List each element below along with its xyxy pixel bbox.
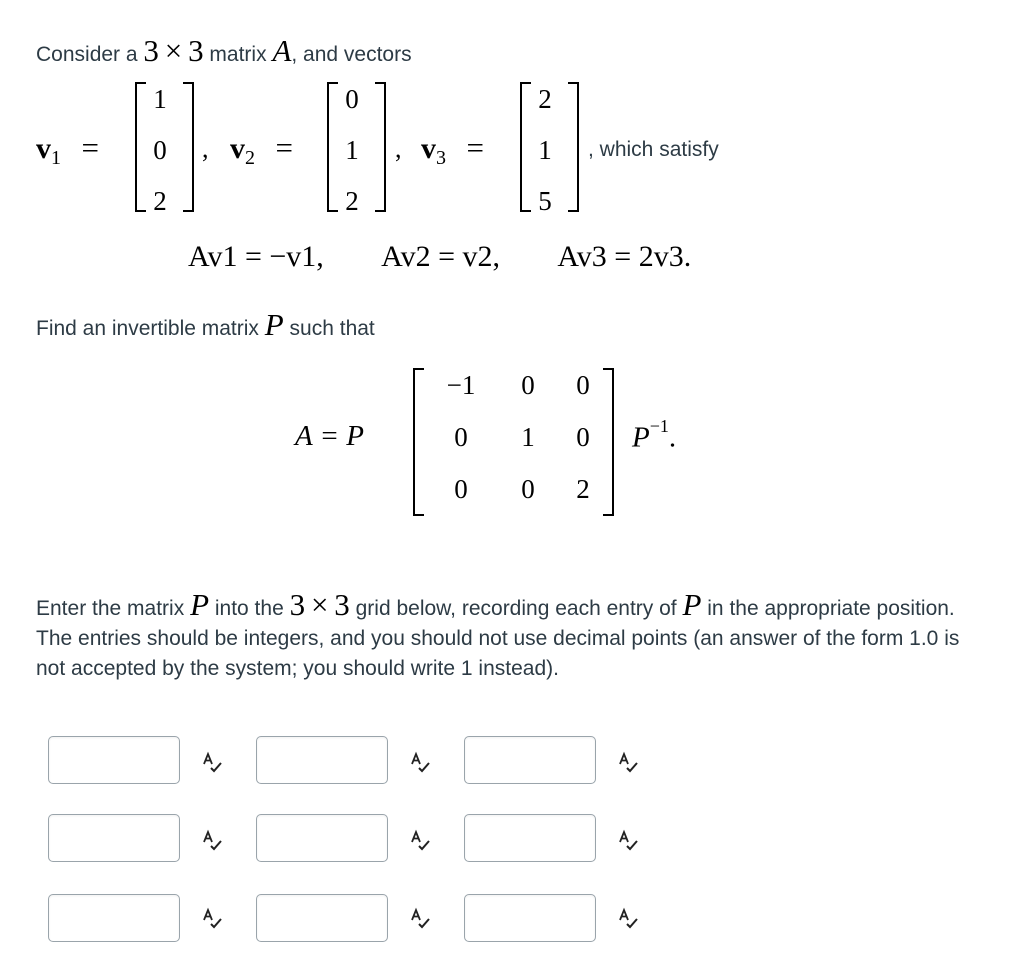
v2-entry: 2 [345, 186, 359, 216]
spellcheck-icon[interactable] [200, 906, 224, 930]
matrix-a-symbol: A [272, 33, 292, 68]
v3-right-bracket [568, 82, 579, 212]
diag-entry: 0 [576, 370, 590, 400]
v1-label: $v_1$ = [36, 130, 99, 169]
answer-input-r2c1[interactable] [48, 814, 180, 862]
dim-3a: 3 [143, 33, 159, 68]
comma: , [202, 134, 209, 163]
instr-text-1: Enter the matrix [36, 597, 185, 620]
find-text-1: Find an invertible matrix [36, 317, 259, 340]
find-line [36, 307, 375, 344]
diag-right-bracket [603, 368, 614, 516]
v2-label: $v_2$ = [230, 130, 293, 169]
v1-right-bracket [183, 82, 194, 212]
v1-entry: 2 [153, 186, 167, 216]
spellcheck-icon[interactable] [200, 828, 224, 852]
spellcheck-icon[interactable] [616, 828, 640, 852]
matrix-p-symbol: P [682, 587, 702, 622]
dim-3b: 3 [188, 33, 204, 68]
equation-1: Av1 = −v1, [188, 240, 324, 273]
times-sign: × [164, 33, 183, 68]
diag-entry: 0 [454, 422, 468, 452]
answer-input-r3c2[interactable] [256, 894, 388, 942]
intro-text-2: matrix [209, 43, 267, 66]
answer-input-r2c2[interactable] [256, 814, 388, 862]
instr-text-4: in the appropriate position. The entries should be integers, and you should not use decimal points (an answer of the form 1.0 is not accepted by the system; you should write 1 instead). [36, 597, 960, 680]
diag-left-bracket [413, 368, 424, 516]
spellcheck-icon[interactable] [616, 906, 640, 930]
diag-entry: 1 [521, 422, 535, 452]
diag-entry: 2 [576, 474, 590, 504]
v3-entry: 5 [538, 186, 552, 216]
answer-input-r1c3[interactable] [464, 736, 596, 784]
instructions-paragraph [36, 587, 986, 684]
matrix-p-symbol: P [190, 587, 210, 622]
instr-text-3: grid below, recording each entry of [355, 597, 677, 620]
spellcheck-icon[interactable] [200, 750, 224, 774]
rhs: $P^{-1}$. [632, 416, 677, 454]
v3-entry: 2 [538, 84, 552, 114]
instr-text-2: into the [214, 597, 284, 620]
v2-right-bracket [375, 82, 386, 212]
equation-2: Av2 = v2, [381, 240, 500, 273]
diag-entry: 0 [576, 422, 590, 452]
v3-label: $v_3$ = [421, 130, 484, 169]
eigen-equations [188, 240, 691, 274]
answer-input-r1c2[interactable] [256, 736, 388, 784]
satisfy-text: , which satisfy [588, 138, 719, 161]
spellcheck-icon[interactable] [408, 750, 432, 774]
v1-entry: 0 [153, 135, 167, 165]
spellcheck-icon[interactable] [408, 906, 432, 930]
intro-text-1: Consider a [36, 43, 138, 66]
v2-entry: 0 [345, 84, 359, 114]
spellcheck-icon[interactable] [616, 750, 640, 774]
matrix-p-symbol: P [264, 307, 284, 342]
find-text-2: such that [289, 317, 375, 340]
times-sign: × [310, 587, 329, 622]
lhs: A = P [295, 420, 364, 452]
dim-3b: 3 [334, 587, 350, 622]
answer-input-r1c1[interactable] [48, 736, 180, 784]
diag-entry: 0 [454, 474, 468, 504]
intro-text-3: , and vectors [291, 43, 412, 66]
diag-entry: 0 [521, 474, 535, 504]
diag-entry: 0 [521, 370, 535, 400]
comma: , [395, 134, 402, 163]
equation-3: Av3 = 2v3. [557, 240, 692, 273]
answer-input-r3c3[interactable] [464, 894, 596, 942]
spellcheck-icon[interactable] [408, 828, 432, 852]
intro-line [36, 33, 412, 70]
answer-input-r3c1[interactable] [48, 894, 180, 942]
dim-3a: 3 [289, 587, 306, 622]
diag-entry: −1 [446, 370, 476, 400]
v1-entry: 1 [153, 84, 167, 114]
v2-entry: 1 [345, 135, 359, 165]
v3-entry: 1 [538, 135, 552, 165]
answer-input-r2c3[interactable] [464, 814, 596, 862]
